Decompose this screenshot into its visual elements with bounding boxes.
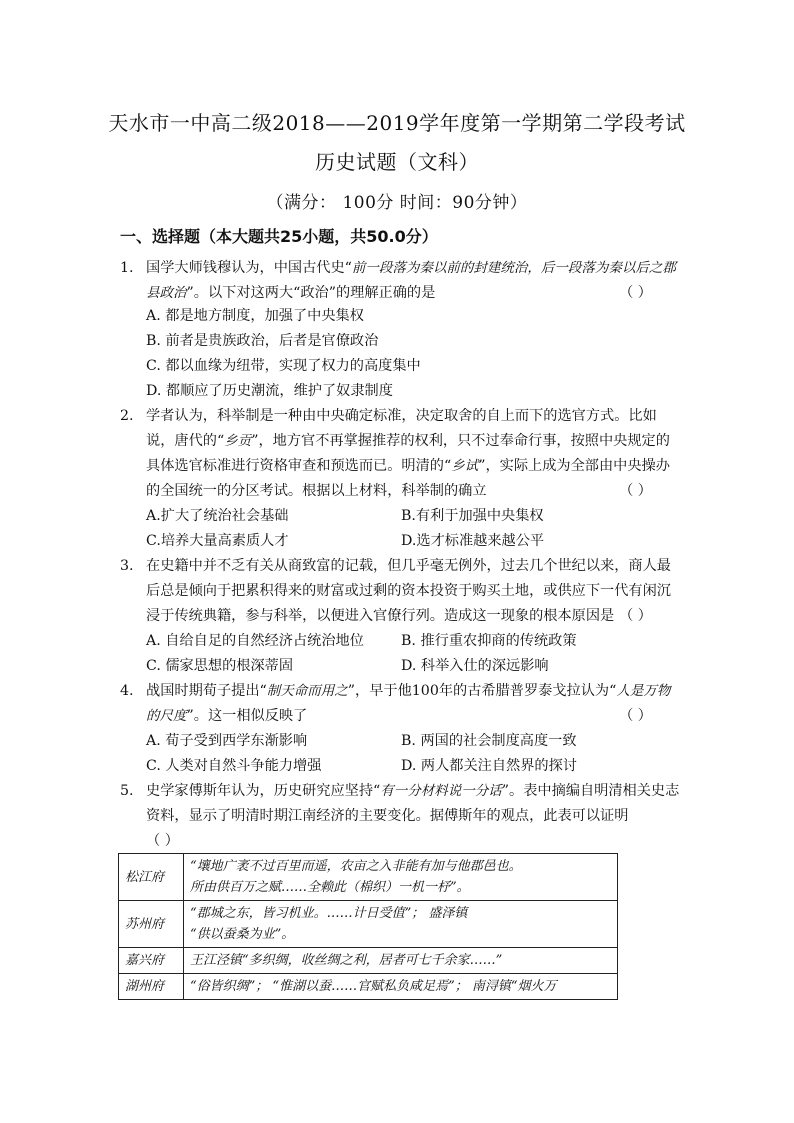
option-c: C. 人类对自然斗争能力增强 xyxy=(146,758,322,774)
question-number: 3. xyxy=(120,558,134,574)
table-cell-place: 苏州府 xyxy=(119,901,184,948)
source-table xyxy=(118,853,618,1000)
option-b: B.有利于加强中央集权 xyxy=(401,508,544,524)
question-stem: 国学大师钱穆认为，中国古代史“前一段落为秦以前的封建统治，后一段落为秦以后之郡县政治”。以下对这两大“政治”的理解正确的是 （ ） xyxy=(146,256,680,306)
table-row xyxy=(119,901,618,948)
answer-blank: （ ） xyxy=(146,833,179,849)
option-d: D. 科举入仕的深远影响 xyxy=(401,658,549,674)
table-cell-place: 松江府 xyxy=(119,854,184,901)
question-3 xyxy=(120,554,680,629)
question-5 xyxy=(120,779,680,854)
option-b: B. 推行重农抑商的传统政策 xyxy=(401,633,577,649)
question-1 xyxy=(120,256,680,306)
table-cell-content: “郡城之东，皆习机业。……计日受值”； 盛泽镇 “供以蚕桑为业”。 xyxy=(184,901,618,948)
option-b: B. 前者是贵族政治，后者是官僚政治 xyxy=(146,333,379,349)
question-2-options xyxy=(120,504,680,554)
option-d: D. 两人都关注自然界的探讨 xyxy=(401,758,577,774)
exam-title: 天水市一中高二级2018——2019学年度第一学期第二学段考试 xyxy=(108,111,686,135)
section-heading: 一、选择题（本大题共25小题，共50.0分） xyxy=(120,227,438,246)
option-c: C. 都以血缘为纽带，实现了权力的高度集中 xyxy=(146,358,421,374)
answer-blank: （ ） xyxy=(619,708,652,724)
option-d: D.选才标准越来越公平 xyxy=(401,533,545,549)
table-cell-place: 嘉兴府 xyxy=(119,948,184,974)
question-2 xyxy=(120,404,680,504)
question-4-options xyxy=(120,729,680,779)
answer-blank: （ ） xyxy=(619,285,652,301)
option-c: C.培养大量高素质人才 xyxy=(146,533,289,549)
table-cell-content: “壤地广袤不过百里而遥，农亩之入非能有加与他郡邑也。 所由供百万之赋……全赖此（棉织）一机一杼”。 xyxy=(184,854,618,901)
question-number: 4. xyxy=(120,683,134,699)
question-number: 5. xyxy=(120,783,134,799)
table-cell-content: “俗皆织绸”； “惟湖以蚕……官赋私负咸足焉”； 南浔镇“烟火万 xyxy=(184,974,618,1000)
option-b: B. 两国的社会制度高度一致 xyxy=(401,733,577,749)
option-a: A. 荀子受到西学东渐影响 xyxy=(146,733,308,749)
option-a: A. 自给自足的自然经济占统治地位 xyxy=(146,633,364,649)
table-cell-place: 湖州府 xyxy=(119,974,184,1000)
question-stem: 在史籍中并不乏有关从商致富的记载，但几乎毫无例外，过去几个世纪以来，商人最后总是倾向于把累积得来的财富或过剩的资本投资于购买土地，或供应下一代有闲沉浸于传统典籍，参与科举，以便进入官僚行列。造成这一现象的根本原因是 （ ） xyxy=(146,554,680,629)
exam-meta: （满分： 100分 时间：90分钟） xyxy=(266,193,528,213)
question-3-options xyxy=(120,629,680,679)
question-1-options xyxy=(120,304,680,404)
table-row xyxy=(119,974,618,1000)
answer-blank: （ ） xyxy=(619,483,652,499)
option-c: C. 儒家思想的根深蒂固 xyxy=(146,658,294,674)
table-row xyxy=(119,948,618,974)
table-row xyxy=(119,854,618,901)
question-stem: 战国时期荀子提出“制天命而用之”，早于他100年的古希腊普罗泰戈拉认为“人是万物的尺度”。这一相似反映了 （ ） xyxy=(146,679,680,729)
question-4 xyxy=(120,679,680,729)
question-number: 2. xyxy=(120,408,134,424)
question-number: 1. xyxy=(120,260,134,276)
table-cell-content: 王江泾镇“多织绸，收丝绸之利，居者可七千余家……” xyxy=(184,948,618,974)
option-d: D. 都顺应了历史潮流，维护了奴隶制度 xyxy=(146,383,393,399)
question-stem: 学者认为，科举制是一种由中央确定标准，决定取舍的自上而下的选官方式。比如说，唐代的“乡贡”，地方官不再掌握推荐的权利，只不过奉命行事，按照中央规定的具体选官标准进行资格审查和预选而已。明清的“乡试”，实际上成为全部由中央操办的全国统一的分区考试。根据以上材料，科举制的确立 （ ） xyxy=(146,404,680,504)
question-stem: 史学家傅斯年认为，历史研究应坚持“有一分材料说一分话”。表中摘编自明清相关史志资料，显示了明清时期江南经济的主要变化。据傅斯年的观点，此表可以证明 （ ） xyxy=(146,783,680,849)
exam-subtitle: 历史试题（文科） xyxy=(315,150,479,174)
option-a: A. 都是地方制度，加强了中央集权 xyxy=(146,308,364,324)
option-a: A.扩大了统治社会基础 xyxy=(146,508,289,524)
answer-blank: （ ） xyxy=(619,608,652,624)
